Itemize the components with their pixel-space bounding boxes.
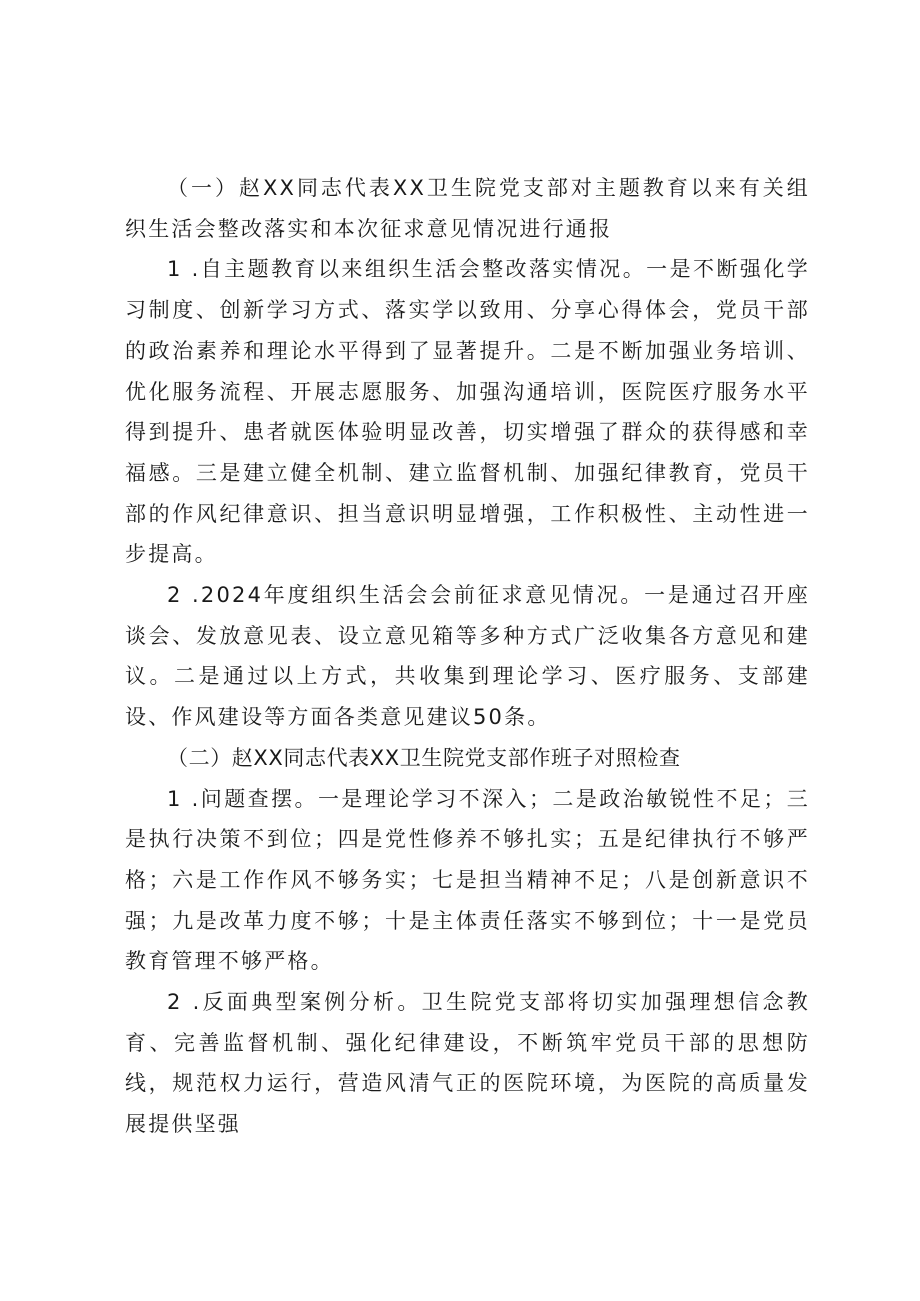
paragraph-1-1: 1 .自主题教育以来组织生活会整改落实情况。一是不断强化学习制度、创新学习方式、落实学以致用、分享心得体会，党员干部的政治素养和理论水平得到了显著提升。二是不断加强业务培训、优化服务流程、开展志愿服务、加强沟通培训，医院医疗服务水平得到提升、患者就医体验明显改善，切实增强了群众的获得感和幸福感。三是建立健全机制、建立监督机制、加强纪律教育，党员干部的作风纪律意识、担当意识明显增强，工作积极性、主动性进一步提高。: [125, 257, 810, 567]
paragraph-2-1: 1 .问题查摆。一是理论学习不深入；二是政治敏锐性不足；三是执行决策不到位；四是党性修养不够扎实；五是纪律执行不够严格；六是工作作风不够务实；七是担当精神不足；八是创新意识不强；九是改革力度不够；十是主体责任落实不够到位；十一是党员教育管理不够严格。: [125, 786, 810, 974]
paragraph-2-2: 2 .反面典型案例分析。卫生院党支部将切实加强理想信念教育、完善监督机制、强化纪律建设，不断筑牢党员干部的思想防线，规范权力运行，营造风清气正的医院环境，为医院的高质量发展提供坚强: [125, 990, 810, 1137]
section-heading-1: （一）赵XX同志代表XX卫生院党支部对主题教育以来有关组织生活会整改落实和本次征求意见情况进行通报: [125, 176, 810, 241]
section-heading-2: （二）赵XX同志代表XX卫生院党支部作班子对照检查: [167, 745, 681, 770]
paragraph-1-2: 2 .2024年度组织生活会会前征求意见情况。一是通过召开座谈会、发放意见表、设立意见箱等多种方式广泛收集各方意见和建议。二是通过以上方式，共收集到理论学习、医疗服务、支部建设、作风建设等方面各类意见建议50条。: [125, 583, 810, 730]
document-body: [125, 168, 810, 1145]
